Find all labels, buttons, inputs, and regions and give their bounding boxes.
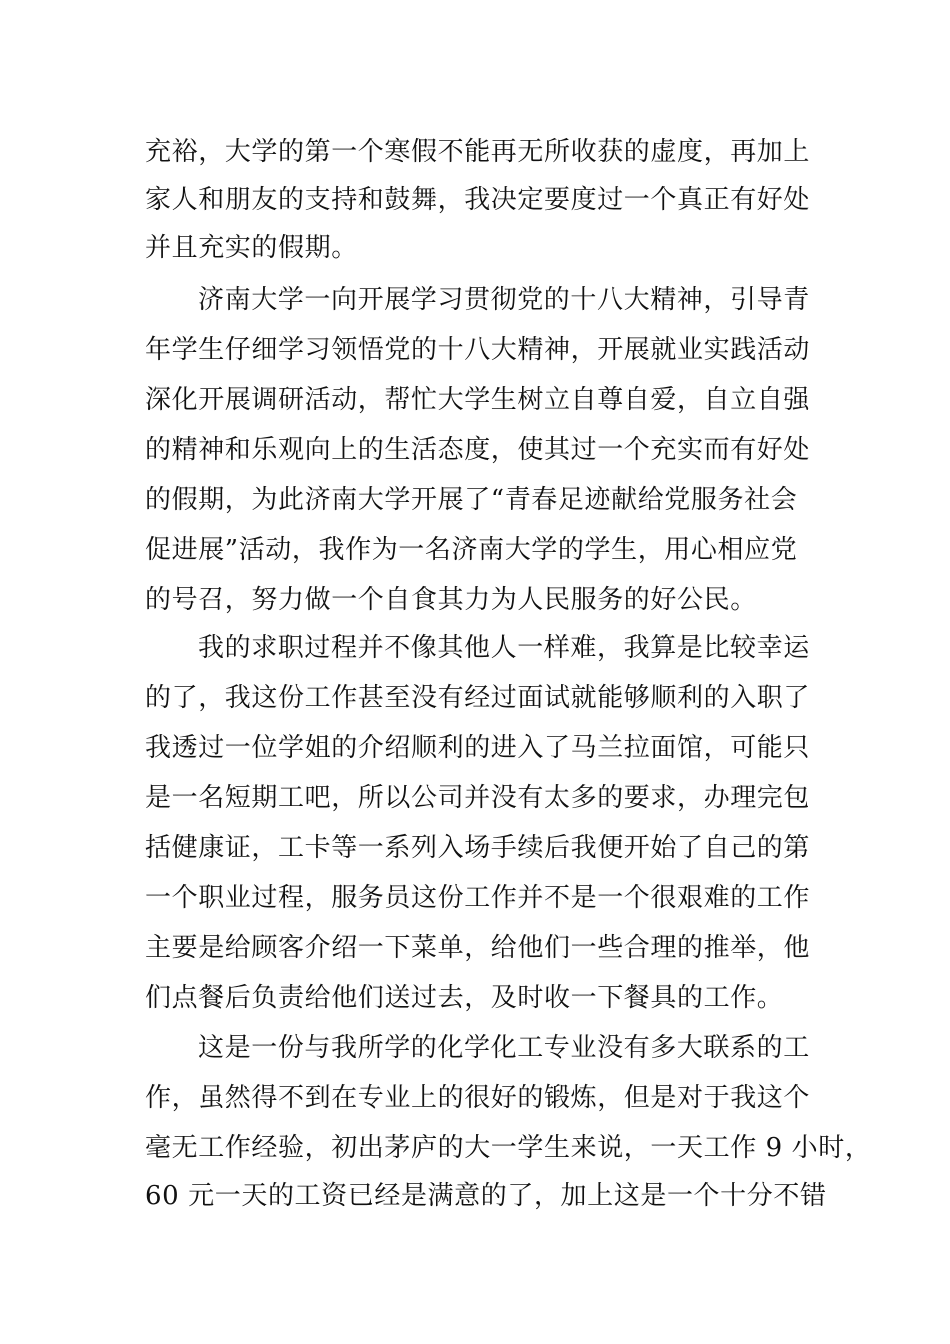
text-line: 的号召，努力做一个自食其力为人民服务的好公民。 (145, 585, 757, 615)
text-line: 主要是给顾客介绍一下菜单，给他们一些合理的推举，他 (145, 933, 811, 963)
text-line: 我透过一位学姐的介绍顺利的进入了马兰拉面馆，可能只 (145, 733, 811, 763)
text-line: 的了，我这份工作甚至没有经过面试就能够顺利的入职了 (145, 683, 811, 713)
text-line: 并且充实的假期。 (145, 233, 358, 263)
text-line: 60 元一天的工资已经是满意的了，加上这是一个十分不错 (145, 1181, 827, 1211)
paragraph-start-line: 我的求职过程并不像其他人一样难，我算是比较幸运 (198, 633, 810, 663)
text-line: 作，虽然得不到在专业上的很好的锻炼，但是对于我这个 (145, 1083, 811, 1113)
text-line: 一个职业过程，服务员这份工作并不是一个很艰难的工作 (145, 883, 811, 913)
text-line: 深化开展调研活动，帮忙大学生树立自尊自爱，自立自强 (145, 385, 811, 415)
text-line: 促进展”活动，我作为一名济南大学的学生，用心相应党 (145, 535, 798, 565)
text-line: 括健康证，工卡等一系列入场手续后我便开始了自己的第 (145, 833, 811, 863)
text-line: 充裕，大学的第一个寒假不能再无所收获的虚度，再加上 (145, 137, 811, 167)
text-line: 家人和朋友的支持和鼓舞，我决定要度过一个真正有好处 (145, 185, 811, 215)
text-line: 年学生仔细学习领悟党的十八大精神，开展就业实践活动 (145, 335, 811, 365)
text-line: 是一名短期工吧，所以公司并没有太多的要求，办理完包 (145, 783, 811, 813)
text-line: 的假期，为此济南大学开展了“青春足迹献给党服务社会 (145, 485, 798, 515)
text-line: 毫无工作经验，初出茅庐的大一学生来说，一天工作 9 小时， (145, 1133, 872, 1163)
paragraph-start-line: 这是一份与我所学的化学化工专业没有多大联系的工 (198, 1033, 810, 1063)
text-line: 们点餐后负责给他们送过去，及时收一下餐具的工作。 (145, 983, 784, 1013)
text-line: 的精神和乐观向上的生活态度，使其过一个充实而有好处 (145, 435, 811, 465)
paragraph-start-line: 济南大学一向开展学习贯彻党的十八大精神，引导青 (198, 285, 810, 315)
